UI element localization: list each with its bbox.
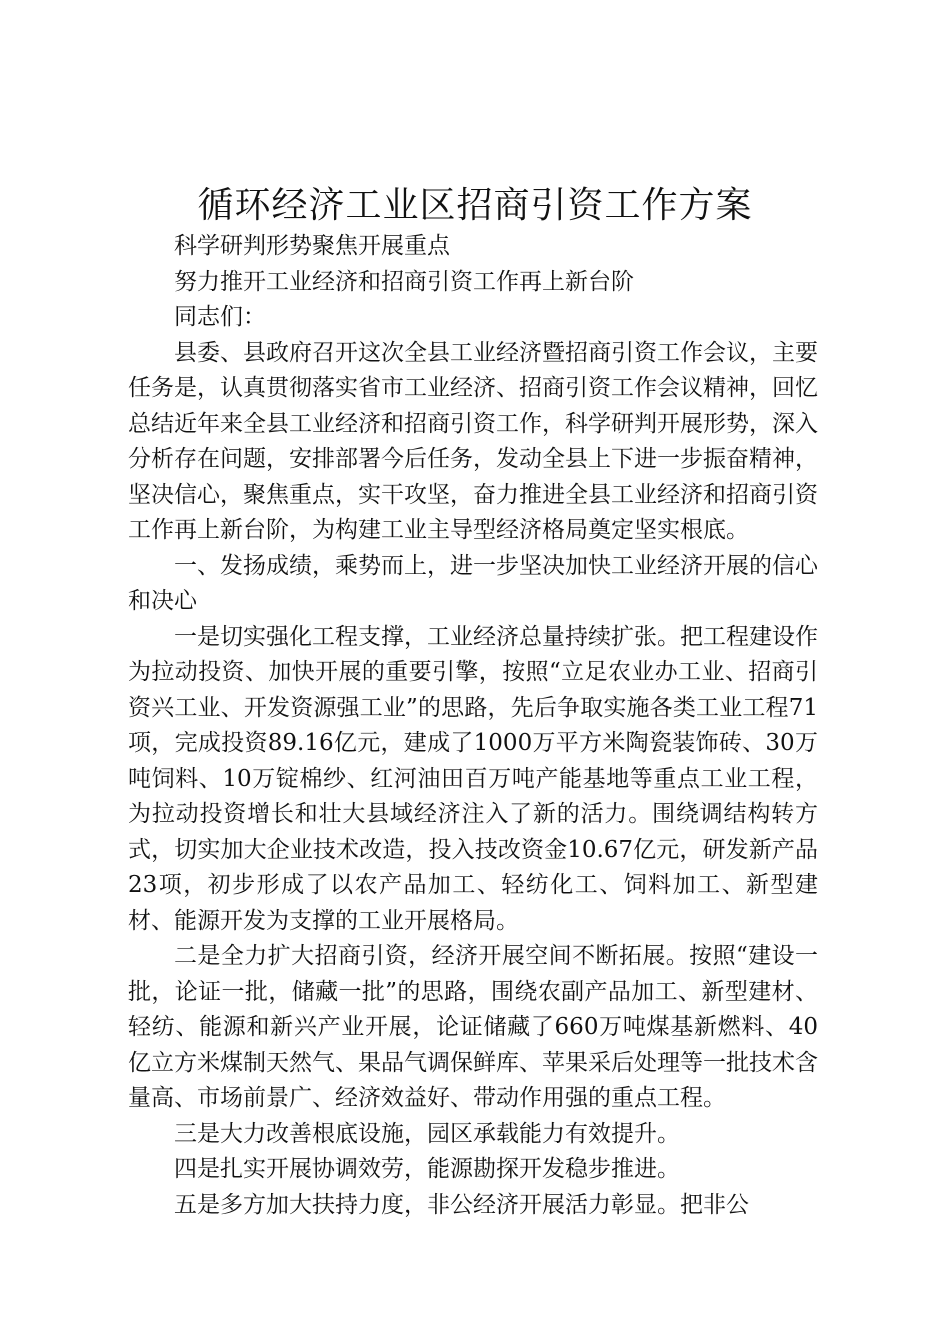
body-paragraph: 五是多方加大扶持力度，非公经济开展活力彰显。把非公 bbox=[174, 1191, 749, 1218]
section-heading: 一、发扬成绩，乘势而上，进一步坚决加快工业经济开展的信心和决心 bbox=[128, 552, 818, 614]
body-paragraph: 二是全力扩大招商引资，经济开展空间不断拓展。按照“建设一批，论证一批，储藏一批”的思路，围绕农副产品加工、新型建材、轻纺、能源和新兴产业开展，论证储藏了660万吨煤基新燃料、40亿立方米煤制天然气、果品气调保鲜库、苹果采后处理等一批技术含量高、市场前景广、经济效益好、带动作用强的重点工程。 bbox=[128, 943, 818, 1111]
subtitle-line-1: 科学研判形势聚焦开展重点 bbox=[174, 233, 450, 259]
document-body bbox=[128, 229, 818, 1223]
body-paragraph: 一是切实强化工程支撑，工业经济总量持续扩张。把工程建设作为拉动投资、加快开展的重要引擎，按照“立足农业办工业、招商引资兴工业、开发资源强工业”的思路，先后争取实施各类工业工程71项，完成投资89.16亿元，建成了1000万平方米陶瓷装饰砖、30万吨饲料、10万锭棉纱、红河油田百万吨产能基地等重点工业工程，为拉动投资增长和壮大县域经济注入了新的活力。围绕调结构转方式，切实加大企业技术改造，投入技改资金10.67亿元，研发新产品23项，初步形成了以农产品加工、轻纺化工、饲料加工、新型建材、能源开发为支撑的工业开展格局。 bbox=[128, 623, 818, 934]
document-title: 循环经济工业区招商引资工作方案 bbox=[197, 185, 753, 226]
subtitle-line-2: 努力推开工业经济和招商引资工作再上新台阶 bbox=[174, 268, 634, 295]
body-paragraph: 四是扎实开展协调效劳，能源勘探开发稳步推进。 bbox=[174, 1156, 680, 1182]
salutation: 同志们： bbox=[174, 304, 266, 330]
body-paragraph: 三是大力改善根底设施，园区承载能力有效提升。 bbox=[174, 1120, 680, 1147]
body-paragraph: 县委、县政府召开这次全县工业经济暨招商引资工作会议，主要任务是，认真贯彻落实省市工业经济、招商引资工作会议精神，回忆总结近年来全县工业经济和招商引资工作，科学研判开展形势，深入分析存在问题，安排部署今后任务，发动全县上下进一步振奋精神，坚决信心，聚焦重点，实干攻坚，奋力推进全县工业经济和招商引资工作再上新台阶，为构建工业主导型经济格局奠定坚实根底。 bbox=[128, 339, 818, 543]
